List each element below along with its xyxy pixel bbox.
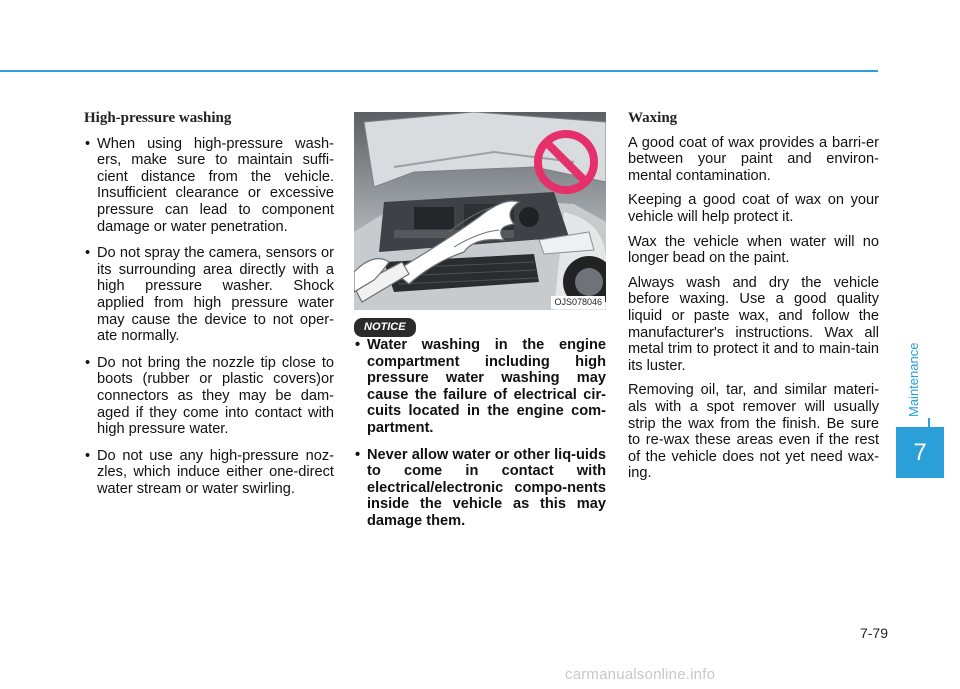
notice-badge: NOTICE xyxy=(354,318,416,337)
left-column xyxy=(84,110,334,507)
paragraph: Always wash and dry the vehicle before waxing. Use a good quality liquid or paste wax, and follow the manufacturer's instructions. Wax all metal trim to protect it and to main-tain its luster. xyxy=(628,274,879,374)
paragraph: A good coat of wax provides a barri-er between your paint and environ-mental contamination. xyxy=(628,134,879,184)
list-item: • Do not use any high-pressure noz-zles, which induce either one-direct water stream or water swirling. xyxy=(84,448,334,498)
list-item: • When using high-pressure wash-ers, make sure to maintain suffi-cient distance from the vehicle. Insufficient clearance or excessive pressure can lead to component damage or water penetration. xyxy=(84,136,334,236)
watermark: carmanualsonline.info xyxy=(565,666,716,683)
right-column xyxy=(628,110,879,490)
notice-list xyxy=(354,337,606,530)
paragraph: Keeping a good coat of wax on your vehicle will help protect it. xyxy=(628,192,879,225)
figure-code: OJS078046 xyxy=(551,296,605,309)
header-rule xyxy=(0,70,878,72)
high-pressure-list xyxy=(84,136,334,498)
list-item: • Do not bring the nozzle tip close to boots (rubber or plastic covers)or connectors as they may be dam-aged if they come into contact with high pressure water. xyxy=(84,355,334,438)
list-item: • Water washing in the engine compartment including high pressure water washing may cause the failure of electrical cir-cuits located in the engine com-partment. xyxy=(354,337,606,437)
section-heading-waxing: Waxing xyxy=(628,110,678,126)
middle-column xyxy=(354,112,606,540)
list-item: • Do not spray the camera, sensors or its surrounding area directly with a high pressure washer. Shock applied from high pressure water may cause the device to not oper-ate normally. xyxy=(84,245,334,345)
page-number: 7-79 xyxy=(859,625,888,641)
paragraph: Removing oil, tar, and similar materi-als with a spot remover will usually strip the wax from the finish. Be sure to re-wax these areas even if the rest of the vehicle does not yet need wax-ing. xyxy=(628,382,879,482)
prohibition-icon xyxy=(532,128,600,196)
list-item: • Never allow water or other liq-uids to come in contact with electrical/electronic compo-nents inside the vehicle as this may damage them. xyxy=(354,447,606,530)
section-label: Maintenance xyxy=(906,342,921,418)
chapter-tab[interactable]: 7 xyxy=(896,427,944,478)
engine-wash-illustration xyxy=(354,112,606,310)
section-heading-high-pressure: High-pressure washing xyxy=(84,110,232,126)
paragraph: Wax the vehicle when water will no longer bead on the paint. xyxy=(628,233,879,267)
